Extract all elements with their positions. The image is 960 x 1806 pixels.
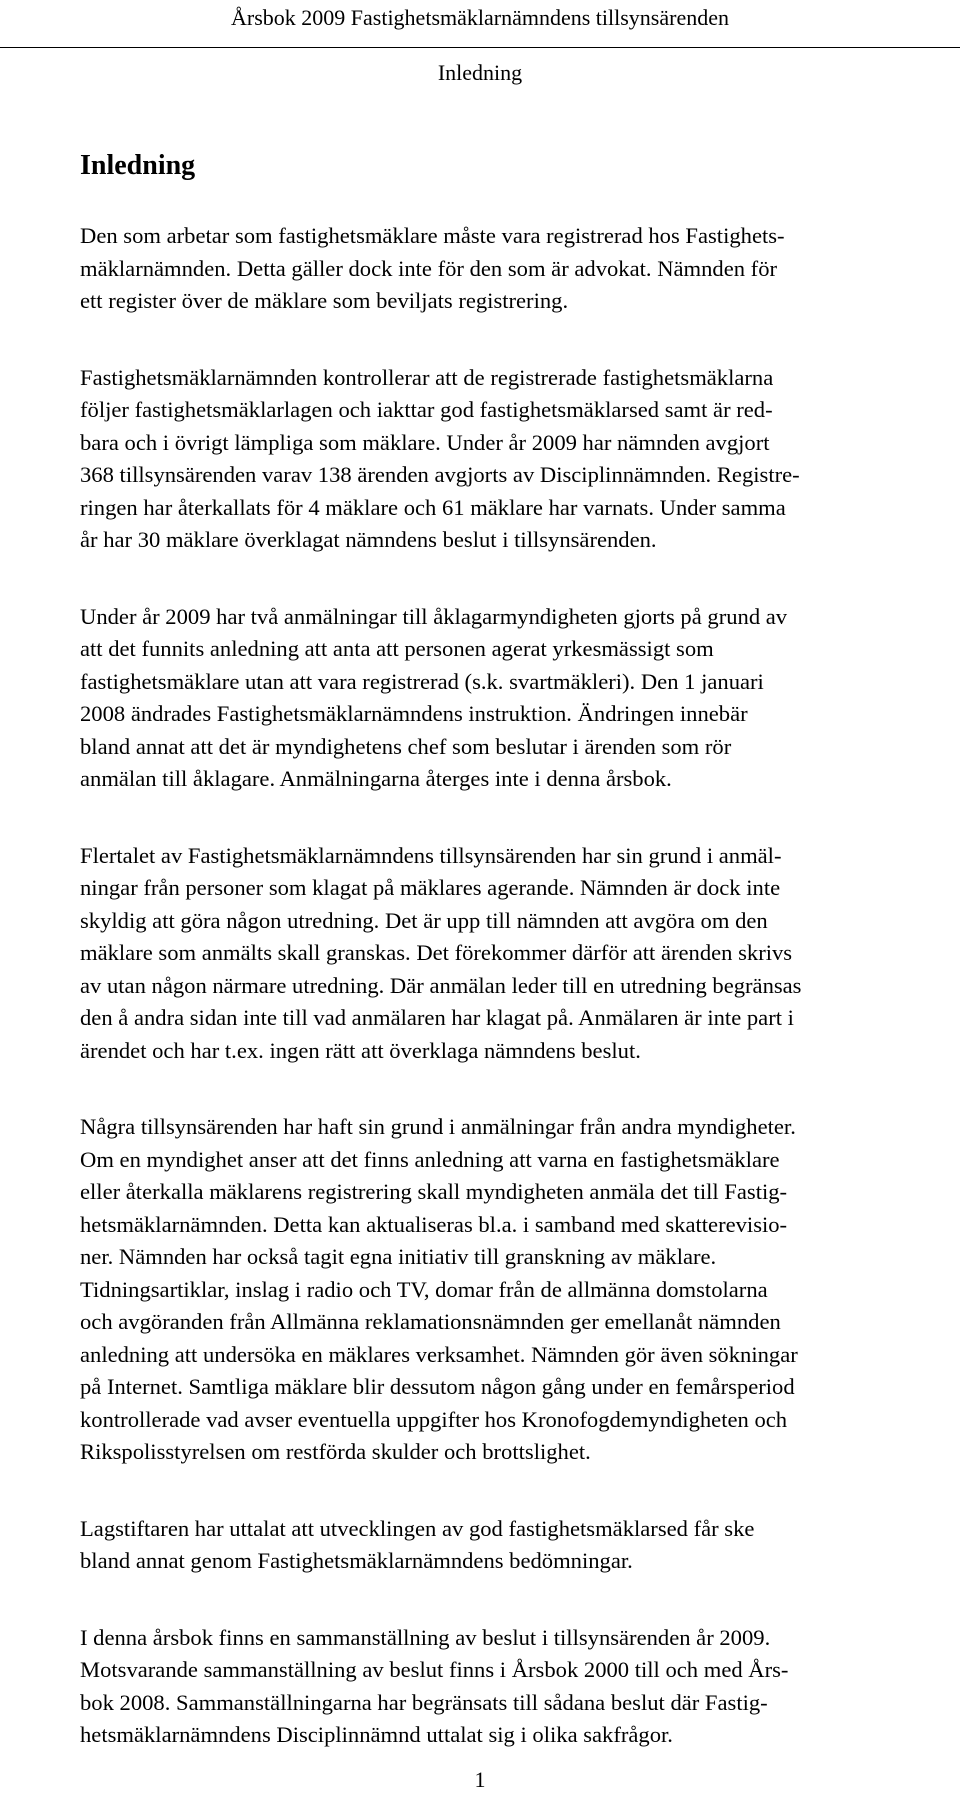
paragraph-line: Fastighetsmäklarnämnden kontrollerar att de registrerade fastighetsmäklarna xyxy=(80,364,774,390)
paragraph xyxy=(80,362,944,557)
paragraph-line: skyldig att göra någon utredning. Det är upp till nämnden att avgöra om den xyxy=(80,907,768,933)
paragraph-line: bara och i övrigt lämpliga som mäklare. Under år 2009 har nämnden avgjort xyxy=(80,429,770,455)
paragraph-line: år har 30 mäklare överklagat nämndens beslut i tillsynsärenden. xyxy=(80,527,657,552)
paragraph-line: fastighetsmäklare utan att vara registrerad (s.k. svartmäkleri). Den 1 januari xyxy=(80,668,764,694)
paragraph-line: Under år 2009 har två anmälningar till åklagarmyndigheten gjorts på grund av xyxy=(80,603,788,629)
paragraph-line: på Internet. Samtliga mäklare blir dessutom någon gång under en femårsperiod xyxy=(80,1374,795,1399)
paragraph-line: Rikspolisstyrelsen om restförda skulder och brottslighet. xyxy=(80,1439,591,1464)
paragraph-line: den å andra sidan inte till vad anmälaren har klagat på. Anmälaren är inte part i xyxy=(80,1005,794,1030)
paragraph-line: Några tillsynsärenden har haft sin grund i anmälningar från andra myndigheter. xyxy=(80,1114,796,1139)
paragraph-line: av utan någon närmare utredning. Där anmälan leder till en utredning begränsas xyxy=(80,972,802,998)
paragraph-line: Motsvarande sammanställning av beslut finns i Årsbok 2000 till och med Års- xyxy=(80,1657,789,1682)
paragraph-line: Lagstiftaren har uttalat att utvecklingen av god fastighetsmäklarsed får ske xyxy=(80,1515,755,1541)
paragraph-line: bland annat genom Fastighetsmäklarnämndens bedömningar. xyxy=(80,1548,633,1573)
paragraph-line: Tidningsartiklar, inslag i radio och TV, domar från de allmänna domstolarna xyxy=(80,1276,768,1302)
paragraph-line: ner. Nämnden har också tagit egna initiativ till granskning av mäklare. xyxy=(80,1244,717,1269)
paragraph xyxy=(80,601,944,796)
running-header: Årsbok 2009 Fastighetsmäklarnämndens tillsynsärenden xyxy=(231,5,729,30)
paragraph xyxy=(80,220,944,318)
paragraph-line: mäklare som anmälts skall granskas. Det förekommer därför att ärenden skrivs xyxy=(80,940,793,965)
paragraph-line: anmälan till åklagare. Anmälningarna återges inte i denna årsbok. xyxy=(80,766,672,791)
body-text xyxy=(80,220,944,1796)
paragraph-line: 2008 ändrades Fastighetsmäklarnämndens instruktion. Ändringen innebär xyxy=(80,701,748,726)
paragraph-line: Om en myndighet anser att det finns anledning att varna en fastighetsmäklare xyxy=(80,1146,780,1172)
paragraph-line: anledning att undersöka en mäklares verksamhet. Nämnden gör även sökningar xyxy=(80,1341,798,1367)
paragraph xyxy=(80,1111,944,1469)
paragraph-line: ringen har återkallats för 4 mäklare och 61 mäklare har varnats. Under samma xyxy=(80,494,786,520)
paragraph-line: följer fastighetsmäklarlagen och iakttar god fastighetsmäklarsed samt är red- xyxy=(80,397,773,422)
section-label: Inledning xyxy=(437,60,523,85)
paragraph-line: ärendet och har t.ex. ingen rätt att överklaga nämndens beslut. xyxy=(80,1037,641,1063)
paragraph xyxy=(80,840,944,1068)
paragraph-line: ningar från personer som klagat på mäklares agerande. Nämnden är dock inte xyxy=(80,875,781,900)
page-number: 1 xyxy=(474,1767,486,1792)
paragraph-line: Flertalet av Fastighetsmäklarnämndens tillsynsärenden har sin grund i anmäl- xyxy=(80,842,782,868)
paragraph-line: hetsmäklarnämnden. Detta kan aktualiseras bl.a. i samband med skatterevisio- xyxy=(80,1211,788,1237)
paragraph-line: eller återkalla mäklarens registrering skall myndigheten anmäla det till Fastig- xyxy=(80,1179,788,1204)
header-rule xyxy=(0,47,960,48)
paragraph-line: ett register över de mäklare som beviljats registrering. xyxy=(80,288,569,313)
paragraph xyxy=(80,1622,944,1752)
paragraph-line: och avgöranden från Allmänna reklamationsnämnden ger emellanåt nämnden xyxy=(80,1309,781,1334)
paragraph-line: hetsmäklarnämndens Disciplinnämnd uttalat sig i olika sakfrågor. xyxy=(80,1722,673,1747)
paragraph-line: bland annat att det är myndighetens chef som beslutar i ärenden som rör xyxy=(80,733,732,759)
paragraph-line: 368 tillsynsärenden varav 138 ärenden avgjorts av Disciplinnämnden. Registre- xyxy=(80,462,800,487)
paragraph-line: mäklarnämnden. Detta gäller dock inte för den som är advokat. Nämnden för xyxy=(80,255,778,281)
paragraph xyxy=(80,1513,944,1578)
paragraph-line: bok 2008. Sammanställningarna har begränsats till sådana beslut där Fastig- xyxy=(80,1689,768,1715)
paragraph-line: kontrollerade vad avser eventuella uppgifter hos Kronofogdemyndigheten och xyxy=(80,1406,788,1432)
page-title: Inledning xyxy=(80,150,196,181)
paragraph-line: I denna årsbok finns en sammanställning av beslut i tillsynsärenden år 2009. xyxy=(80,1624,771,1650)
paragraph-line: att det funnits anledning att anta att personen agerat yrkesmässigt som xyxy=(80,636,714,661)
paragraph-line: Den som arbetar som fastighetsmäklare måste vara registrerad hos Fastighets- xyxy=(80,223,785,248)
